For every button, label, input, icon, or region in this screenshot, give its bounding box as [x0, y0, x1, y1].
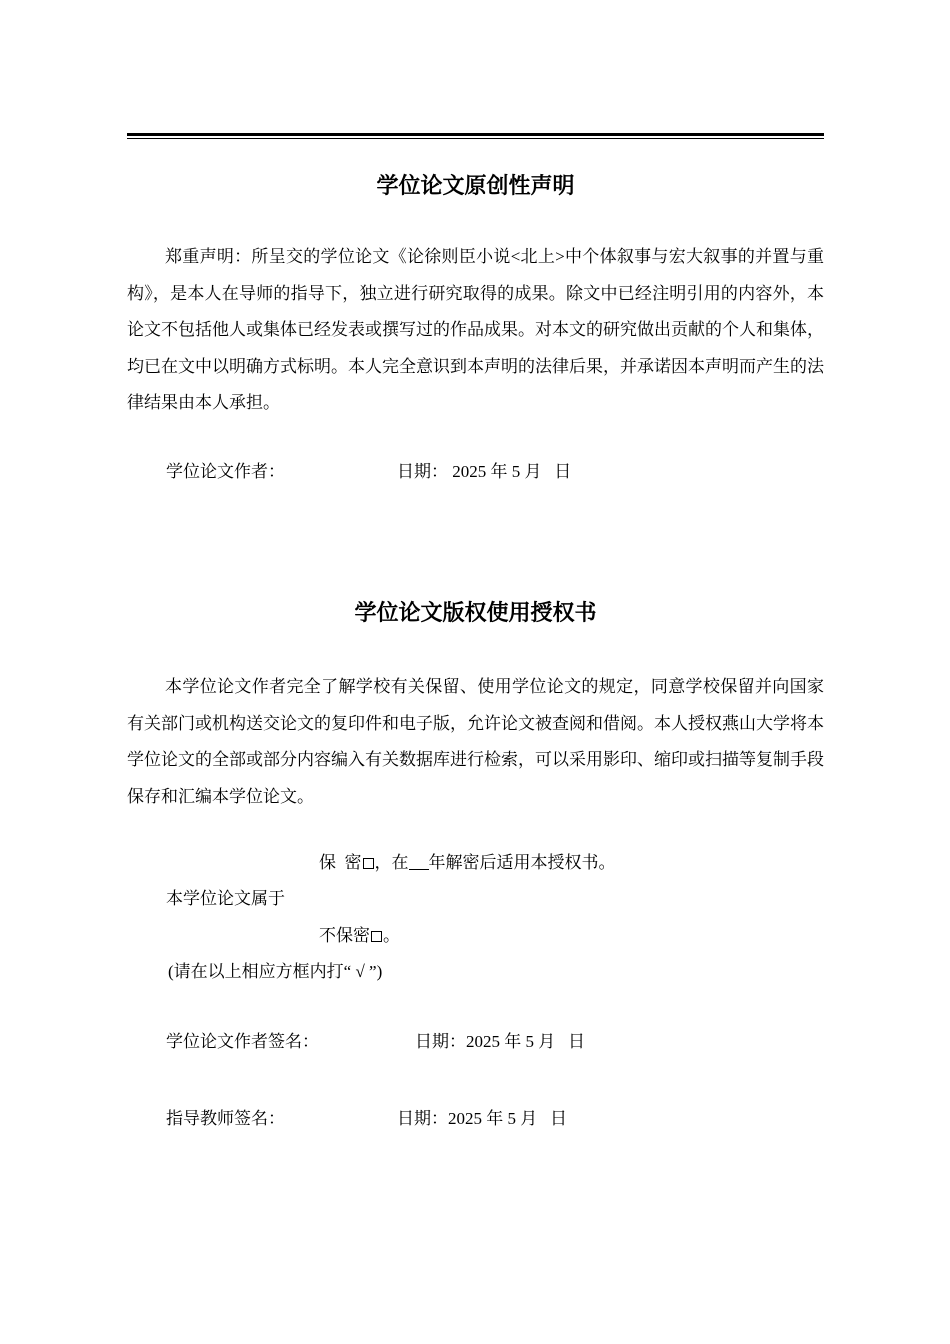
not-secret-label: 不保密: [319, 926, 370, 945]
declaration-date-label: 日期：: [397, 462, 448, 481]
author-date-label: 日期：: [415, 1032, 466, 1051]
declaration-date-month: 5: [511, 462, 521, 481]
header-rule-thick: [127, 133, 824, 136]
declaration-body: 郑重声明：所呈交的学位论文《论徐则臣小说<北上>中个体叙事与宏大叙事的并置与重构》，是本人在导师的指导下，独立进行研究取得的成果。除文中已经注明引用的内容外，本论文不包括他人或集体已经发表或撰写过的作品成果。对本文的研究做出贡献的个人和集体，均已在文中以明确方式标明。本人完全意识到本声明的法律后果，并承诺因本声明而产生的法律结果由本人承担。: [127, 247, 824, 413]
author-date-year: 2025: [466, 1032, 500, 1051]
declaration-date: [397, 460, 571, 484]
declaration-date-year: 2025: [452, 462, 487, 481]
author-day-char: 日: [568, 1032, 585, 1051]
authorization-body: 本学位论文作者完全了解学校有关保留、使用学位论文的规定，同意学校保留并向国家有关部门或机构送交论文的复印件和电子版，允许论文被查阅和借阅。本人授权燕山大学将本学位论文的全部或部分内容编入有关数据库进行检索，可以采用影印、缩印或扫描等复制手段保存和汇编本学位论文。: [127, 677, 824, 806]
author-signature-date: [415, 1030, 585, 1054]
advisor-day-char: 日: [550, 1109, 567, 1128]
author-year-char: 年: [504, 1032, 522, 1051]
secret-years-blank[interactable]: [409, 853, 429, 870]
declaration-day-char: 日: [554, 462, 572, 481]
checkbox-instruction: (请在以上相应方框内打“ √ ”): [168, 962, 383, 981]
secret-mid-text: ，在: [374, 853, 409, 872]
advisor-year-char: 年: [486, 1109, 504, 1128]
secret-label: 保 密: [319, 853, 362, 872]
author-month-char: 月: [538, 1032, 556, 1051]
declaration-month-char: 月: [524, 462, 542, 481]
not-secret-option: [319, 924, 400, 948]
advisor-month-char: 月: [520, 1109, 538, 1128]
declaration-title: 学位论文原创性声明: [376, 174, 575, 199]
not-secret-end: 。: [383, 926, 400, 945]
belongs-label: 本学位论文属于: [166, 889, 285, 908]
advisor-date-label: 日期：: [397, 1109, 448, 1128]
secret-suffix-text: 年解密后适用本授权书。: [428, 853, 616, 872]
author-signature-label: 学位论文作者签名：: [166, 1032, 319, 1051]
not-secret-checkbox[interactable]: [371, 931, 382, 942]
authorization-title: 学位论文版权使用授权书: [354, 601, 597, 626]
advisor-signature-label: 指导教师签名：: [166, 1109, 285, 1128]
declaration-author-label: 学位论文作者：: [166, 462, 285, 481]
secret-checkbox[interactable]: [363, 858, 374, 869]
advisor-date-year: 2025: [448, 1109, 482, 1128]
header-rule-thin: [127, 138, 824, 139]
declaration-year-char: 年: [490, 462, 508, 481]
author-date-month: 5: [525, 1032, 534, 1051]
advisor-signature-date: [397, 1107, 567, 1131]
secret-option: [319, 851, 616, 875]
advisor-date-month: 5: [507, 1109, 516, 1128]
